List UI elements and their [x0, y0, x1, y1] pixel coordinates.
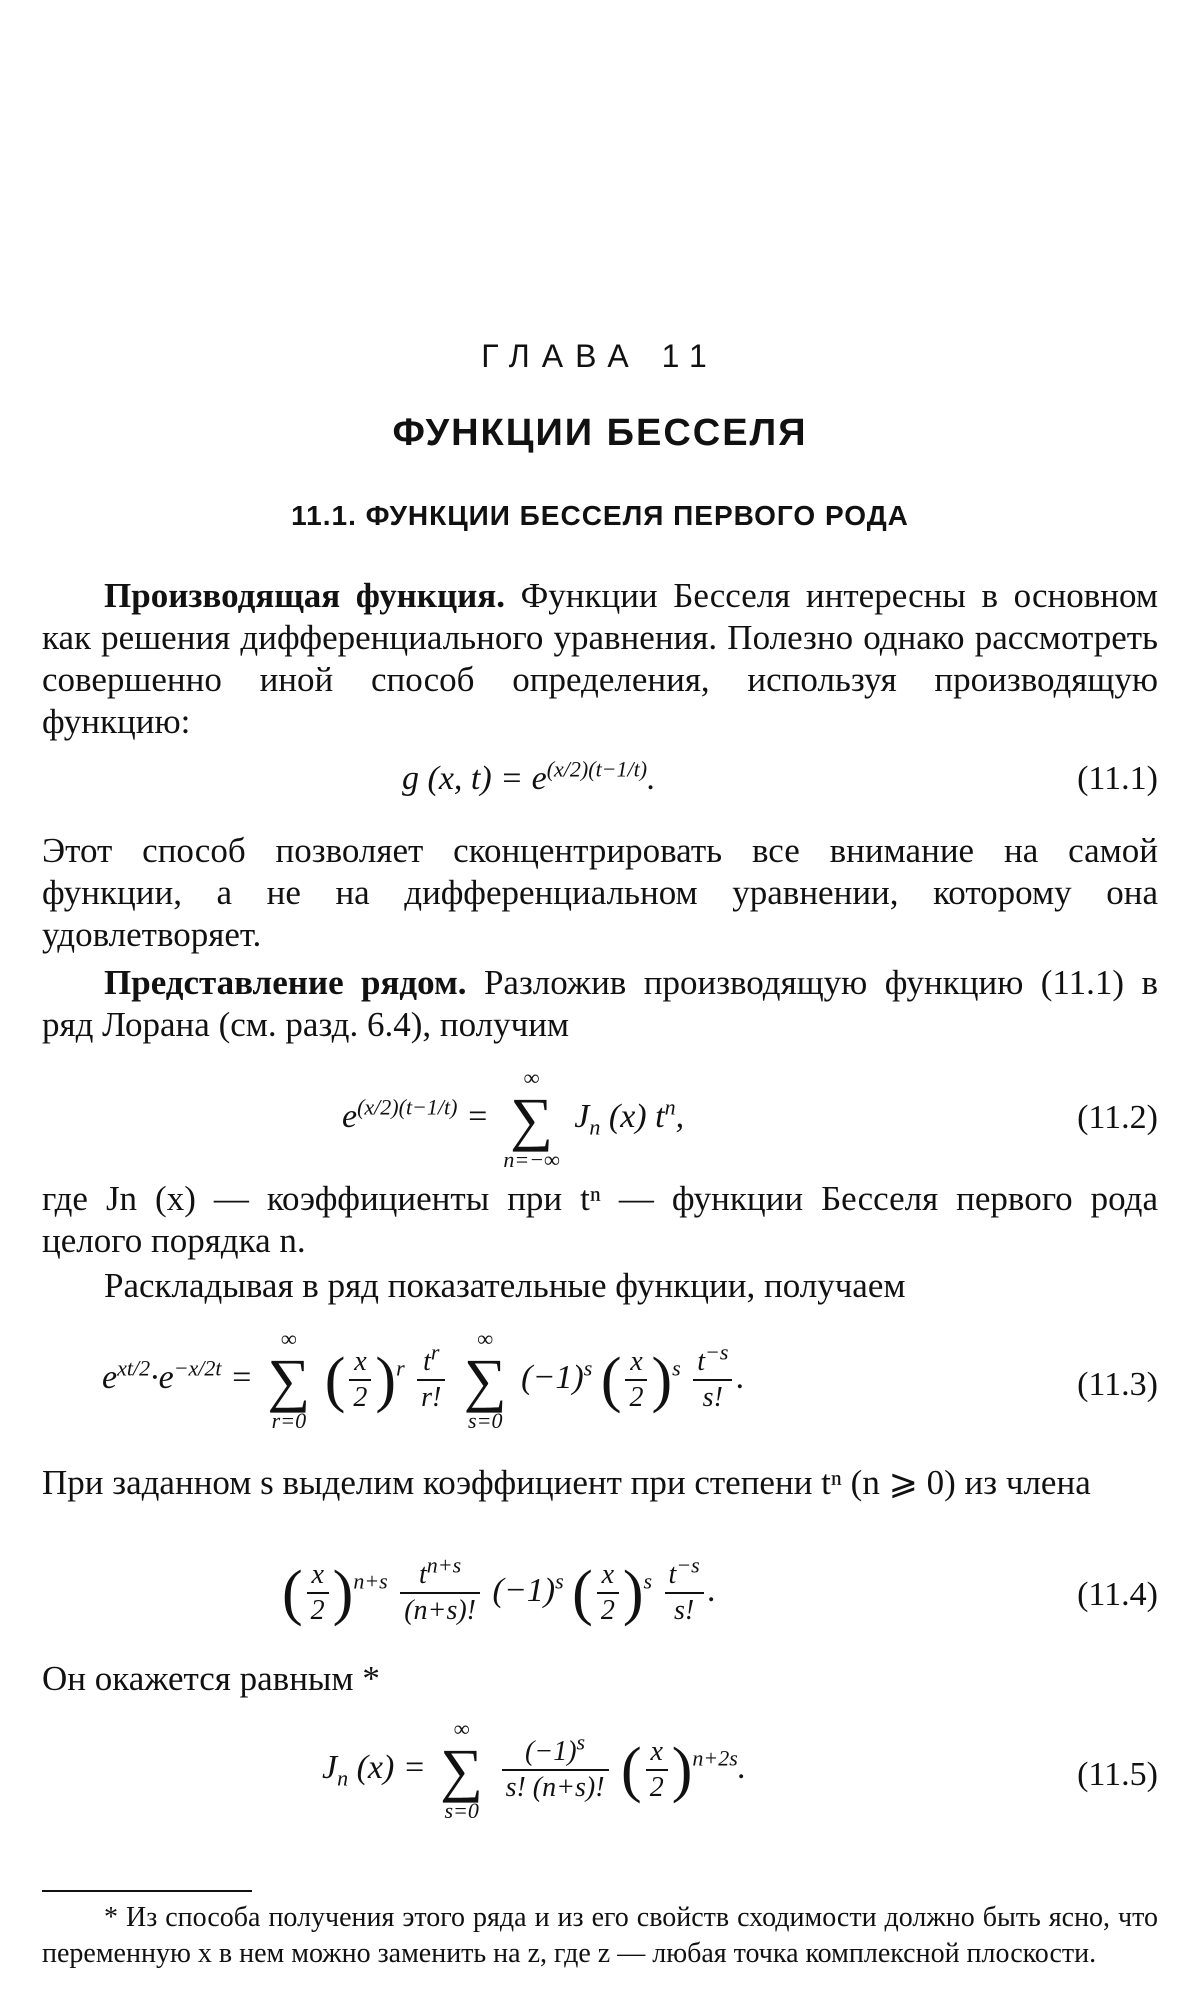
eq-lhs: J: [322, 1748, 338, 1786]
sum-lower: n=−∞: [503, 1147, 560, 1172]
equation-number: (11.5): [1077, 1756, 1158, 1793]
equation-body: [402, 756, 656, 798]
fraction: $\frac{t^{-s}}{s!}$: [665, 1558, 704, 1628]
fraction: $\frac{x}{2}$: [646, 1735, 668, 1805]
equation-11-1: [42, 752, 1158, 812]
footnote-rule: [42, 1890, 252, 1892]
eq-lhs: g (x, t) = e: [402, 760, 547, 797]
paragraph-text: Функции Бесселя интересны в основном как решения дифференциального уравнения. Полезно однако рассмотреть совершенно иной способ определения, используя производящую функцию:: [42, 576, 1158, 741]
footnote-text: * Из способа получения этого ряда и из его свойств сходимости должно быть ясно, что переменную x в нем можно заменить на z, где z — любая точка комплексной плоскости.: [42, 1902, 1158, 1969]
sum-symbol: ∞ ∑ s=0: [440, 1716, 484, 1823]
eq-pow: n: [664, 1094, 676, 1120]
sum-upper: ∞: [523, 1065, 540, 1090]
paragraph-lead: Производящая функция.: [104, 576, 505, 615]
eq-sign: =: [221, 1358, 262, 1396]
eq-tail: .: [736, 1358, 745, 1396]
footnote: [42, 1900, 1158, 1972]
eq-dot: ·e: [150, 1358, 174, 1396]
sum-lower: r=0: [271, 1408, 307, 1433]
sum-upper: ∞: [453, 1716, 470, 1741]
eq-lhs: e: [102, 1358, 118, 1396]
page: [42, 0, 1158, 2008]
fraction: $\frac{t^{n+s}}{(n+s)!}$: [400, 1558, 480, 1628]
equation-number: (11.2): [1077, 1099, 1158, 1136]
eq-sub: n: [337, 1765, 349, 1791]
sum-symbol: ∞ ∑ r=0: [267, 1326, 311, 1433]
eq-arg: (x) t: [600, 1097, 665, 1135]
eq-term: J: [574, 1097, 590, 1135]
paragraph-expanding: Раскладывая в ряд показательные функции, получаем: [104, 1266, 906, 1305]
eq-pow: s: [672, 1355, 681, 1381]
paragraph-lead: Представление рядом.: [104, 963, 467, 1002]
eq-exponent: (x/2)(t−1/t): [357, 1094, 458, 1120]
eq-pow: r: [396, 1355, 405, 1381]
eq-sign: =: [457, 1097, 498, 1135]
eq-pow: s: [643, 1568, 653, 1594]
eq-lhs: e: [342, 1097, 358, 1135]
equation-number: (11.3): [1077, 1366, 1158, 1403]
eq-term: (−1): [521, 1358, 584, 1396]
paragraph-coefficients: где Jn (x) — коэффициенты при tⁿ — функции Бесселя первого рода целого порядка n.: [42, 1179, 1158, 1260]
equation-body: ( $\frac{x}{2}$ )$^{n+s}$ $\frac{t^{n+s}}{(n+s)!}$ $(-1)^s$ ( $\frac{x}{2}$ )$^s$ $\frac{t^{-s}}{s!}$ .: [282, 1552, 717, 1627]
equation-body: $J_n$ (x) = ∞ ∑ s=0 $\frac{(-1)^s}{s! (n+s)!}$ ( $\frac{x}{2}$ )$^{n+2s}$.: [322, 1716, 747, 1823]
eq-tail: ,: [675, 1097, 685, 1135]
paragraph-select-coefficient: При заданном s выделим коэффициент при степени tⁿ (n ⩾ 0) из члена: [42, 1463, 1091, 1502]
chapter-heading: ГЛАВА 11: [481, 338, 719, 374]
equation-number: (11.1): [1077, 760, 1158, 797]
eq-exponent: xt/2: [117, 1355, 151, 1381]
fraction: $\frac{t^r}{r!}$: [417, 1345, 445, 1415]
fraction: $\frac{x}{2}$: [307, 1558, 329, 1628]
sum-symbol: ∞ ∑ s=0: [463, 1326, 507, 1433]
sum-upper: ∞: [281, 1326, 297, 1351]
eq-pow: s: [555, 1568, 564, 1594]
equation-11-3: [42, 1318, 1158, 1448]
equation-11-4: [42, 1552, 1158, 1652]
fraction: $\frac{x}{2}$: [597, 1558, 619, 1628]
paragraph-equal-to: Он окажется равным *: [42, 1659, 380, 1698]
paragraph-concentrate: Этот способ позволяет сконцентрировать все внимание на самой функции, а не на дифференциальном уравнении, которому она удовлетворяет.: [42, 831, 1158, 954]
fraction: $\frac{(-1)^s}{s! (n+s)!}$: [502, 1735, 609, 1805]
fraction: $\frac{x}{2}$: [625, 1345, 647, 1415]
sum-symbol: ∞ ∑ n=−∞: [503, 1065, 560, 1172]
eq-pow: n+2s: [692, 1745, 738, 1771]
equation-body: $e^{xt/2}\cdot e^{-x/2t}$ = ∞ ∑ r=0 ( $\frac{x}{2}$ )$^r$ $\frac{t^r}{r!}$ ∞ ∑ s=0 $(-1)^s$ ( $\frac{x}{2}$ )$^s$ $\frac{t^{-s}}{s!}$ .: [102, 1326, 745, 1433]
paragraph-text: Разложив производящую функцию (11.1) в ряд Лорана (см. разд. 6.4), получим: [42, 963, 1158, 1044]
eq-tail: .: [707, 1571, 717, 1609]
eq-arg: (x) =: [348, 1748, 435, 1786]
paragraph-generating-function: [42, 575, 1158, 743]
equation-body: [342, 1067, 684, 1171]
eq-tail: .: [647, 760, 656, 797]
eq-pow: n+s: [353, 1568, 388, 1594]
equation-11-2: [42, 1055, 1158, 1175]
section-heading: 11.1. ФУНКЦИИ БЕССЕЛЯ ПЕРВОГО РОДА: [291, 500, 909, 531]
equation-number: (11.4): [1077, 1576, 1158, 1613]
eq-exponent: −x/2t: [173, 1355, 222, 1381]
chapter-title: ФУНКЦИИ БЕССЕЛЯ: [392, 412, 808, 454]
sum-lower: s=0: [468, 1408, 503, 1433]
eq-exponent: (x/2)(t−1/t): [546, 756, 648, 782]
eq-pow: s: [583, 1355, 593, 1381]
paragraph-series: [42, 962, 1158, 1046]
fraction: $\frac{t^{-s}}{s!}$: [693, 1345, 732, 1415]
fraction: $\frac{x}{2}$: [349, 1345, 371, 1415]
eq-sub: n: [589, 1114, 601, 1140]
sum-lower: s=0: [444, 1798, 479, 1823]
sum-upper: ∞: [477, 1326, 494, 1351]
equation-11-5: [42, 1712, 1158, 1842]
eq-term: (−1): [492, 1571, 556, 1609]
eq-tail: .: [737, 1748, 747, 1786]
